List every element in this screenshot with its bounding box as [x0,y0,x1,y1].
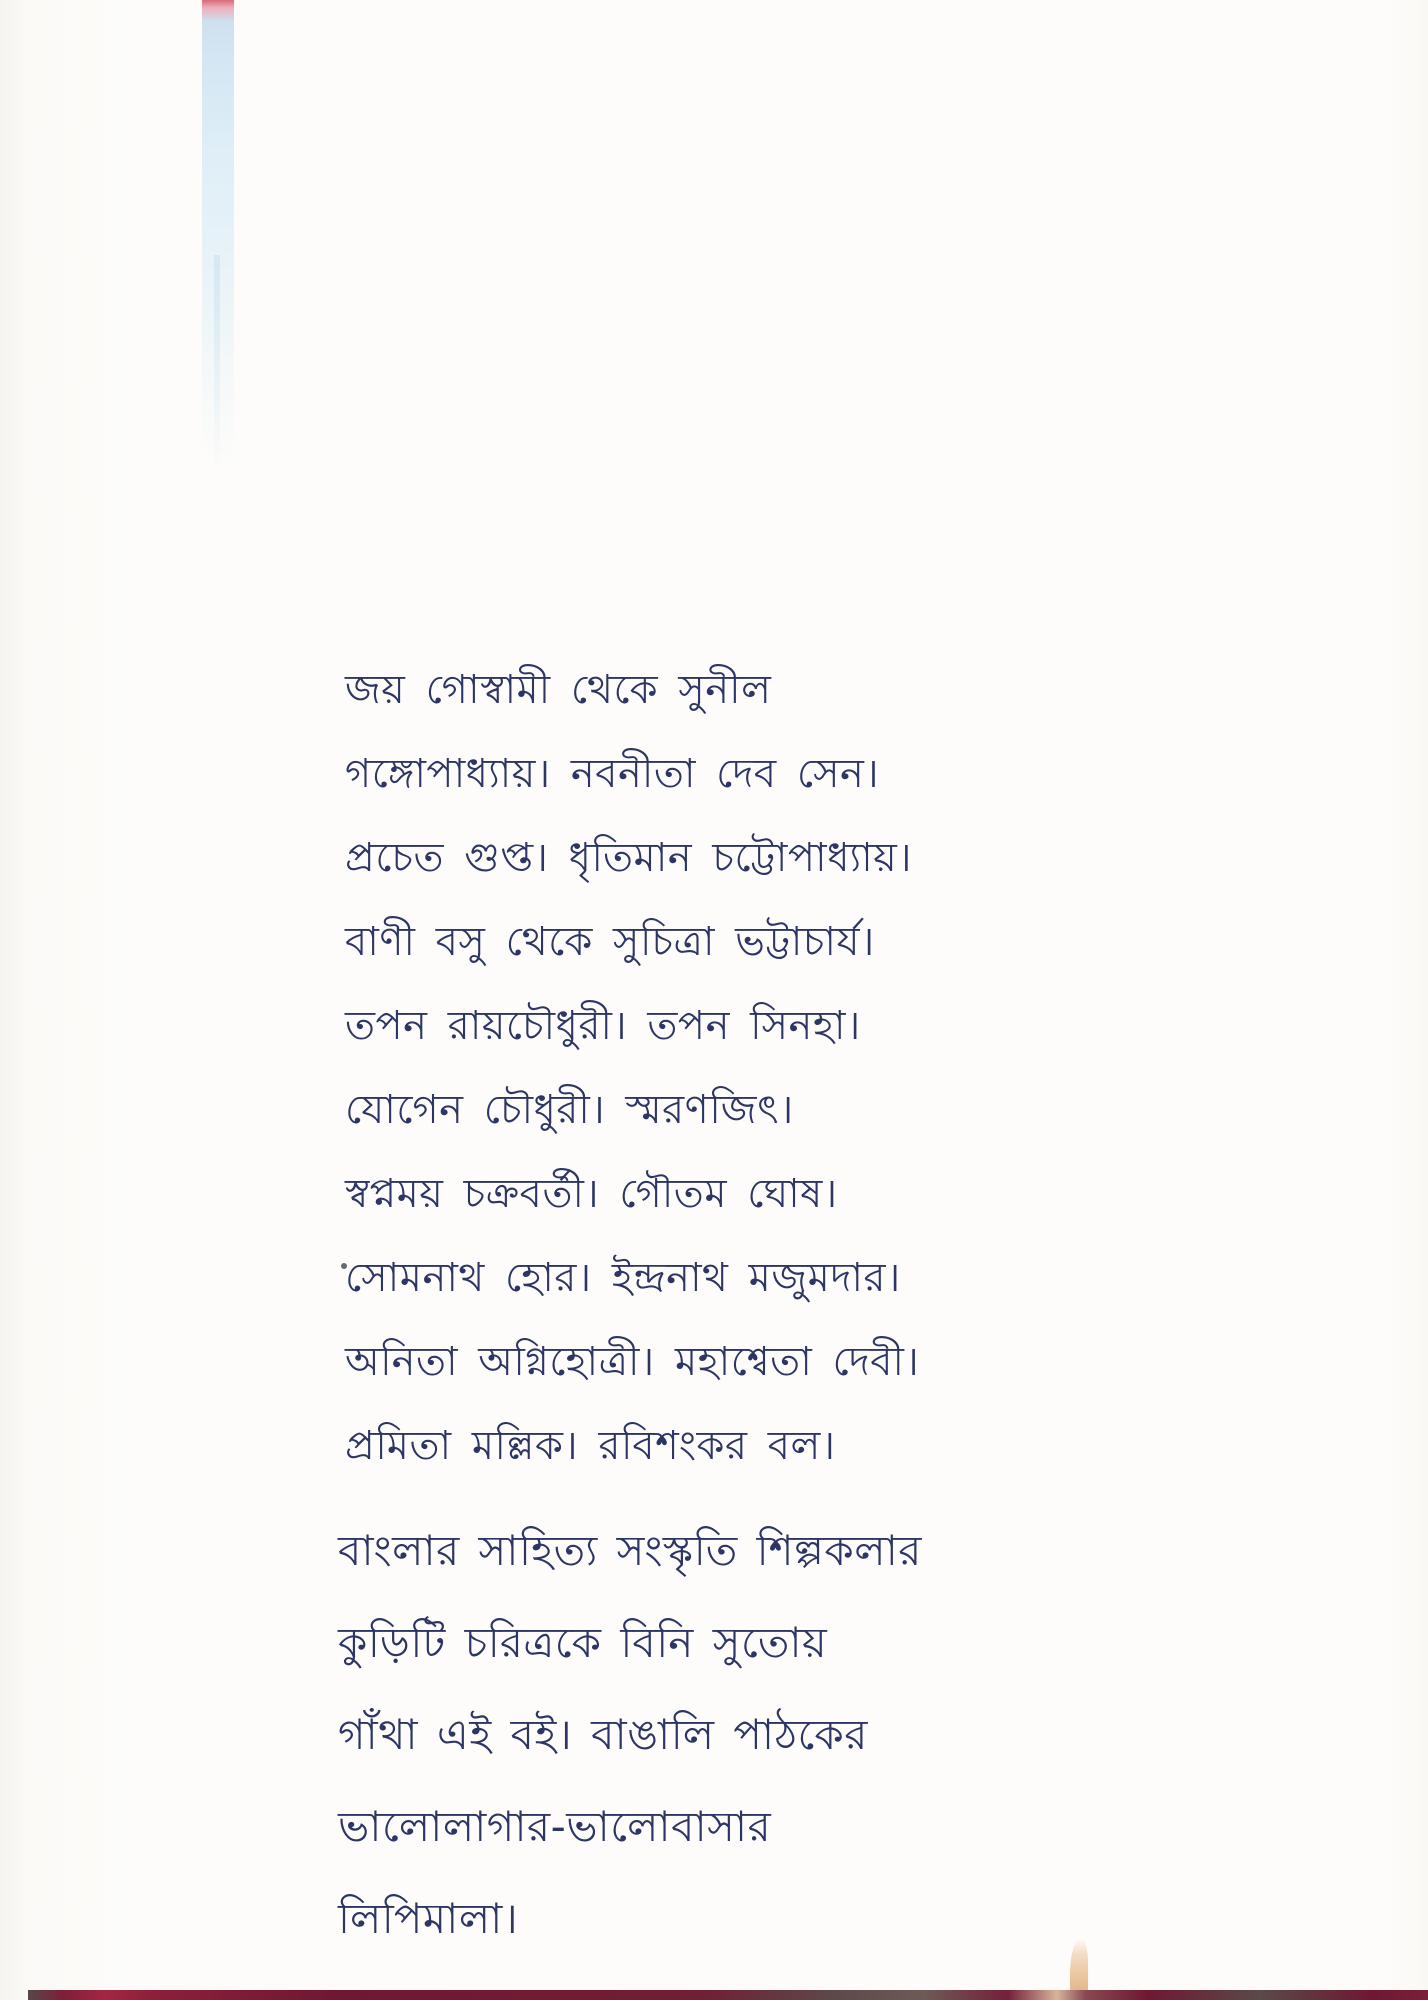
text-line: লিপিমালা। [338,1894,519,1943]
text-line: সোমনাথ হোর। ইন্দ্রনাথ মজুমদার। [345,1255,901,1301]
page-edge-bar [28,1990,1428,2000]
text-line: বাংলার সাহিত্য সংস্কৃতি শিল্পকলার [338,1526,922,1575]
text-line: গাঁথা এই বই। বাঙালি পাঠকের [338,1710,868,1759]
scan-artifact-strip-thin [214,255,220,470]
text-line: প্রমিতা মল্লিক। রবিশংকর বল। [345,1423,836,1469]
text-line: তপন রায়চৌধুরী। তপন সিনহা। [345,1003,861,1049]
text-line: জয় গোস্বামী থেকে সুনীল [345,667,772,713]
blurb-paragraph-closing [338,1505,922,1965]
text-line: যোগেন চৌধুরী। স্মরণজিৎ। [345,1087,794,1133]
text-line: স্বপ্নময় চক্রবর্তী। গৌতম ঘোষ। [345,1171,838,1217]
text-line: অনিতা অগ্নিহোত্রী। মহাশ্বেতা দেবী। [345,1339,920,1385]
text-line: বাণী বসু থেকে সুচিত্রা ভট্টাচার্য। [345,919,875,965]
text-line: কুড়িটি চরিত্রকে বিনি সুতোয় [338,1618,828,1667]
text-line: ভালোলাগার-ভালোবাসার [338,1802,772,1851]
text-line: গঙ্গোপাধ্যায়। নবনীতা দেব সেন। [345,751,880,797]
text-line: প্রচেত গুপ্ত। ধৃতিমান চট্টোপাধ্যায়। [345,835,913,881]
blurb-paragraph-names [345,648,920,1488]
